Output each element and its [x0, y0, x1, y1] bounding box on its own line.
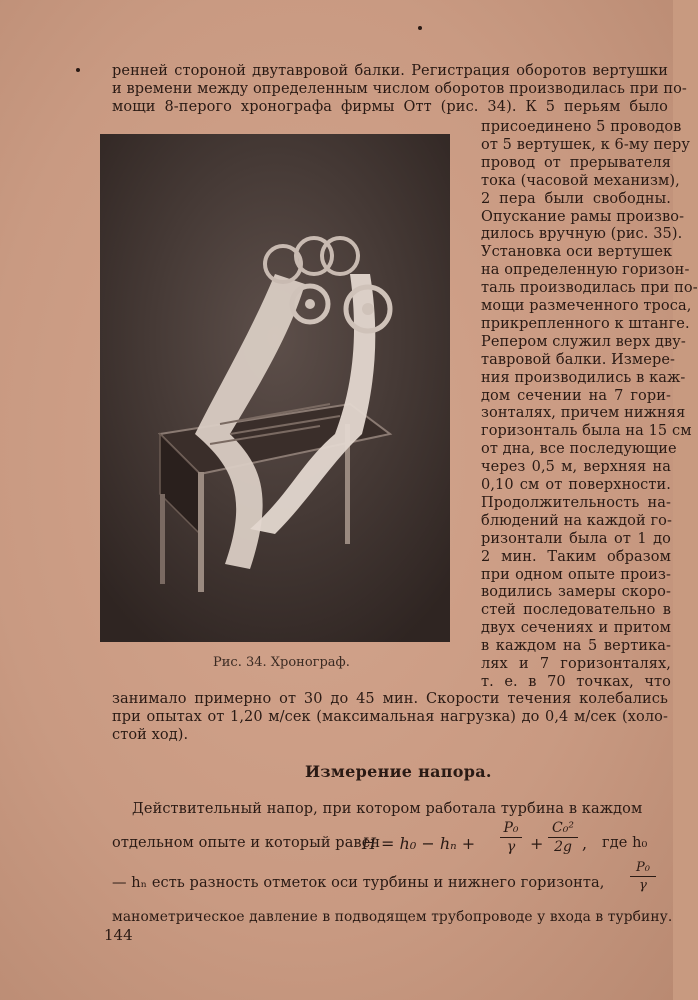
side-text-line: в каждом на 5 вертика-	[481, 638, 671, 655]
side-text-line: от 5 вертушек, к 6-му перу	[481, 136, 690, 153]
side-text-line: 2 пера были свободны.	[481, 190, 671, 207]
formula-fraction	[548, 820, 578, 855]
formula-fraction	[500, 820, 522, 855]
side-text-line: Репером служил верх дву-	[481, 333, 686, 350]
side-text-line: мощи размеченного троса,	[481, 298, 692, 314]
page-number: 144	[104, 926, 133, 944]
section-heading: Измерение напора.	[305, 762, 492, 781]
side-text-line: ризонтали была от 1 до	[481, 530, 671, 547]
side-text-line: Установка оси вертушек	[481, 244, 673, 261]
figure-caption: Рис. 34. Хронограф.	[213, 655, 350, 670]
side-text-line: лях и 7 горизонталях,	[481, 656, 671, 672]
side-text-line: 2 мин. Таким образом	[481, 548, 671, 565]
side-text-line: Продолжительность на-	[481, 494, 671, 511]
side-text-line: прикрепленного к штанге.	[481, 315, 690, 332]
text-line: занимало примерно от 30 до 45 мин. Скорости течения колебались	[112, 691, 668, 707]
formula-fraction	[630, 860, 656, 893]
text-line: при опытах от 1,20 м/сек (максимальная нагрузка) до 0,4 м/сек (холо-	[112, 709, 668, 725]
side-text-line: дилось вручную (рис. 35).	[481, 226, 683, 243]
side-text-line: тавровой балки. Измере-	[481, 351, 676, 368]
fraction-bar	[630, 876, 656, 877]
side-text-line: водились замеры скоро-	[481, 584, 671, 601]
side-text-line: дом сечении на 7 гори-	[481, 387, 671, 404]
side-text-line: через 0,5 м, верхняя на	[481, 459, 671, 476]
formula-plus: +	[530, 834, 544, 853]
side-text-line: ния производились в каж-	[481, 369, 686, 386]
text-line: Действительный напор, при котором работала турбина в каждом	[132, 801, 643, 817]
side-text-line: стей последовательно в	[481, 602, 671, 619]
text-line: манометрическое давление в подводящем трубопроводе у входа в турбину.	[112, 909, 673, 925]
fraction-denominator: γ	[639, 878, 647, 893]
text-line: ренней стороной двутавровой балки. Регистрация оборотов вертушки	[112, 63, 668, 79]
chronograph-illustration	[100, 134, 450, 642]
chronograph-photo	[100, 134, 450, 642]
text-line: — hₙ есть разность отметок оси турбины и нижнего горизонта,	[112, 875, 605, 891]
text-line: стой ход).	[112, 727, 189, 743]
text-line: и времени между определенным числом оборотов производилась при по-	[112, 81, 687, 97]
formula-lhs: H = h₀ − hₙ +	[362, 834, 476, 853]
fraction-bar	[548, 837, 578, 838]
side-text-line: т. е. в 70 точках, что	[481, 673, 671, 690]
fraction-denominator: γ	[506, 839, 516, 855]
side-text-line: двух сечениях и притом	[481, 620, 671, 637]
ink-speck	[76, 68, 80, 72]
side-text-line: 0,10 см от поверхности.	[481, 477, 671, 493]
side-text-line: зонталях, причем нижняя	[481, 405, 686, 422]
fraction-bar	[500, 837, 522, 838]
side-text-line: тока (часовой механизм),	[481, 172, 680, 189]
side-text-line: таль производилась при по-	[481, 280, 698, 297]
side-text-line: от дна, все последующие	[481, 441, 677, 458]
side-text-line: присоединено 5 проводов	[481, 119, 682, 135]
text-line: где h₀	[602, 835, 648, 851]
side-text-line: горизонталь была на 15 см	[481, 423, 692, 440]
text-line: мощи 8-перого хронографа фирмы Отт (рис. 34). К 5 перьям было	[112, 99, 668, 115]
fraction-numerator: C₀²	[552, 820, 574, 836]
fraction-numerator: P₀	[503, 820, 519, 836]
fraction-denominator: 2g	[554, 839, 572, 855]
side-text-line: при одном опыте произ-	[481, 566, 671, 583]
side-text-line: Опускание рамы произво-	[481, 208, 685, 225]
ink-speck	[418, 26, 422, 30]
formula-comma: ,	[582, 834, 588, 853]
side-text-line: блюдений на каждой го-	[481, 512, 672, 529]
side-text-line: провод от прерывателя	[481, 154, 671, 171]
text-line: отдельном опыте и который равен	[112, 835, 381, 851]
side-text-line: на определенную горизон-	[481, 262, 690, 279]
fraction-numerator: P₀	[636, 860, 650, 875]
